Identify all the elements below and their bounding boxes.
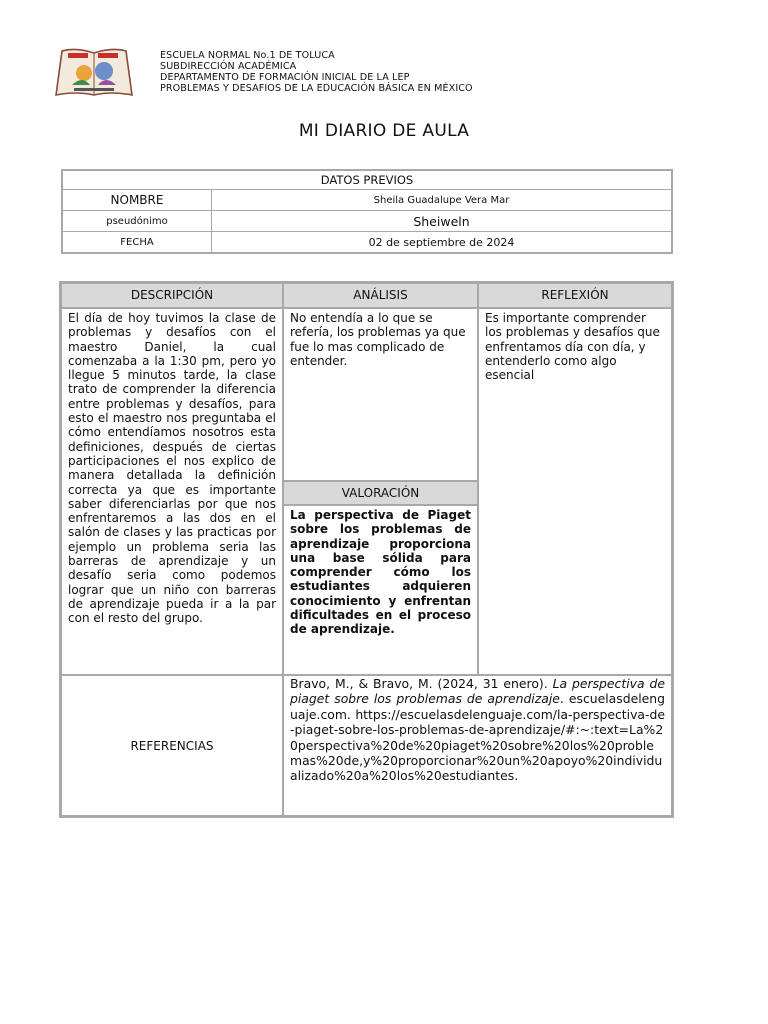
pseudonimo-label: pseudónimo <box>62 211 212 232</box>
valoracion-header: VALORACIÓN <box>283 481 478 505</box>
header-line-school: ESCUELA NORMAL No.1 DE TOLUCA <box>160 50 335 61</box>
header-line-subdireccion: SUBDIRECCIÓN ACADÉMICA <box>160 61 297 72</box>
fecha-label: FECHA <box>62 232 212 254</box>
datos-previos-heading: DATOS PREVIOS <box>62 170 672 190</box>
referencia-title: La perspectiva de piaget sobre los problemas de aprendizaje <box>290 676 665 707</box>
valoracion-text: La perspectiva de Piaget sobre los problemas de aprendizaje proporciona una base sólida para comprender cómo los estudiantes adquieren conocimiento y enfrentan dificultades en el proceso de aprendizaje. <box>283 505 478 675</box>
referencia-source-url: . escuelasdelenguaje.com. https://escuelasdelenguaje.com/la-perspectiva-de-piaget-sobre-los-problemas-de-aprendizaje/#:~:text=La%20perspectiva%20de%20piaget%20sobre%20los%20problemas%20de,y%20proporcionar%20un%20apoyo%20individualizado%20a%20los%20estudiantes. <box>290 691 665 784</box>
institution-header <box>160 50 473 94</box>
descripcion-text: El día de hoy tuvimos la clase de problemas y desafíos con el maestro Daniel, la cual comenzaba a la 1:30 pm, pero yo llegue 5 minutos tarde, la clase trato de comprender la diferencia entre problemas y desafíos, para esto el maestro nos preguntaba el cómo entendíamos nosotros esta definiciones, después de ciertas participaciones el nos explico de manera detallada la definición correcta ya que es importante saber diferenciarlas por que nos enfrentaremos a las dos en el salón de clases y las practicas por ejemplo un problema seria las barreras de aprendizaje y un desafío seria como podemos lograr que un niño con barreras de aprendizaje pueda ir a la par con el resto del grupo. <box>61 308 283 675</box>
referencias-label: REFERENCIAS <box>61 675 283 816</box>
fecha-value: 02 de septiembre de 2024 <box>212 232 673 254</box>
datos-previos-table <box>61 169 673 254</box>
referencia-authors: Bravo, M., & Bravo, M. (2024, 31 enero). <box>290 676 553 691</box>
diario-table <box>59 281 674 818</box>
analisis-header: ANÁLISIS <box>283 283 478 308</box>
page-title: MI DIARIO DE AULA <box>298 121 470 141</box>
nombre-label: NOMBRE <box>62 190 212 211</box>
reflexion-text: Es importante comprender los problemas y desafíos que enfrentamos día con día, y entenderlo como algo esencial <box>478 308 672 675</box>
header-line-departamento: DEPARTAMENTO DE FORMACIÓN INICIAL DE LA LEP <box>160 72 410 83</box>
analisis-text: No entendía a lo que se refería, los problemas ya que fue lo mas complicado de entender. <box>283 308 478 481</box>
referencia-citation <box>283 675 672 816</box>
nombre-value: Sheila Guadalupe Vera Mar <box>212 190 673 211</box>
reflexion-header: REFLEXIÓN <box>478 283 672 308</box>
pseudonimo-value: Sheiweln <box>212 211 673 232</box>
school-crest-logo <box>54 45 134 97</box>
descripcion-header: DESCRIPCIÓN <box>61 283 283 308</box>
header-line-course: PROBLEMAS Y DESAFIOS DE LA EDUCACIÓN BÁSICA EN MÉXICO <box>160 83 473 94</box>
